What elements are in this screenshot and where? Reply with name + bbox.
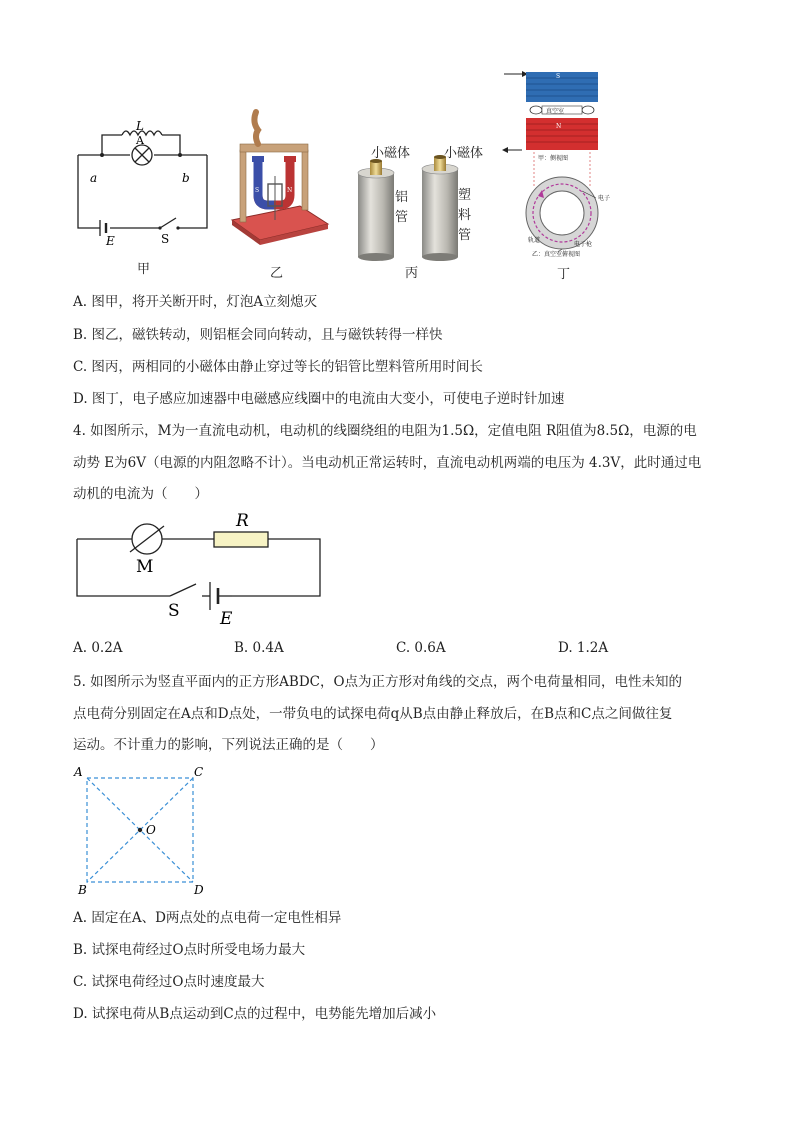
tube2-char3: 管 [458,228,472,243]
vertex-c-label: C [194,765,204,779]
caption-bing: 丙 [405,266,419,281]
battery-label: E [106,234,115,248]
electron-label: 电子 [598,195,611,202]
top-view-label: 乙：真空室俯视图 [532,251,581,258]
q4-circuit-figure [72,510,327,630]
q4-stem-line3: 动机的电流为（ ） [73,486,208,502]
pole-s-label: S [556,73,561,80]
q3-option-b: B. 图乙，磁铁转动，则铝框会同向转动，且与磁铁转得一样快 [73,327,443,343]
q5-option-a: A. 固定在A、D两点处的点电荷一定电性相异 [73,910,342,926]
q4-stem-line1: 4. 如图所示，M为一直流电动机，电动机的线圈绕组的电阻为1.5Ω，定值电阻 R阻值为8.5Ω，电源的电 [73,423,697,439]
q4-option-b: B. 0.4A [234,640,284,656]
caption-ding: 丁 [557,267,571,282]
q5-stem-line1: 5. 如图所示为竖直平面内的正方形ABDC，O点为正方形对角线的交点，两个电荷量相同，电性未知的 [73,674,683,690]
switch-label: S [161,232,170,246]
caption-jia: 甲 [137,262,151,277]
q4-option-a: A. 0.2A [73,640,123,656]
magnet2-label: 小磁体 [444,146,484,161]
q4-resistor-label: R [236,511,249,531]
vacuum-label: 真空室 [546,108,565,115]
magnet-n-label: N [287,187,293,194]
caption-yi: 乙 [270,266,284,281]
side-view-label: 甲：侧视图 [538,155,569,162]
figure-yi-magnet-frame [228,100,333,250]
q3-option-c: C. 图丙，两相同的小磁体由静止穿过等长的铝管比塑料管所用时间长 [73,359,483,375]
inductor-label: L [136,119,144,133]
lamp-label: A [136,134,144,147]
q4-switch-label: S [168,601,180,621]
figure-jia-circuit [70,110,220,250]
gun-label: 电子枪 [574,241,593,248]
q4-motor-label: M [136,557,154,577]
vertex-b-label: B [78,883,87,897]
q5-option-d: D. 试探电荷从B点运动到C点的过程中，电势能先增加后减小 [73,1006,437,1022]
q5-stem-line2: 点电荷分别固定在A点和D点处，一带负电的试探电荷q从B点由静止释放后，在B点和C点之间做往复 [73,706,673,722]
magnet-s-label: S [255,187,260,194]
q3-option-d: D. 图丁，电子感应加速器中电磁感应线圈中的电流由大变小，可使电子逆时针加速 [73,391,565,407]
orbit-label: 轨道 [528,237,541,244]
figure-ding-betatron [498,68,638,260]
magnet1-label: 小磁体 [371,146,411,161]
q4-option-d: D. 1.2A [558,640,609,656]
q5-option-b: B. 试探电荷经过O点时所受电场力最大 [73,942,306,958]
tube1-char2: 管 [395,210,409,225]
q3-option-a: A. 图甲，将开关断开时，灯泡A立刻熄灭 [73,294,318,310]
q5-option-c: C. 试探电荷经过O点时速度最大 [73,974,265,990]
q5-square-figure [70,762,215,897]
q5-stem-line3: 运动。不计重力的影响，下列说法正确的是（ ） [73,737,384,753]
node-a-label: a [90,171,98,185]
vertex-d-label: D [194,883,204,897]
node-b-label: b [182,171,190,185]
center-o-label: O [146,823,156,837]
tube2-char2: 料 [458,208,472,223]
tube2-char1: 塑 [458,188,472,203]
q4-option-c: C. 0.6A [396,640,446,656]
tube1-char1: 铝 [395,190,409,205]
vertex-a-label: A [74,765,83,779]
q4-stem-line2: 动势 E为6V（电源的内阻忽略不计）。当电动机正常运转时，直流电动机两端的电压为 4.3V，此时通过电 [73,455,702,471]
pole-n-label: N [556,123,562,130]
q4-battery-label: E [220,609,233,629]
